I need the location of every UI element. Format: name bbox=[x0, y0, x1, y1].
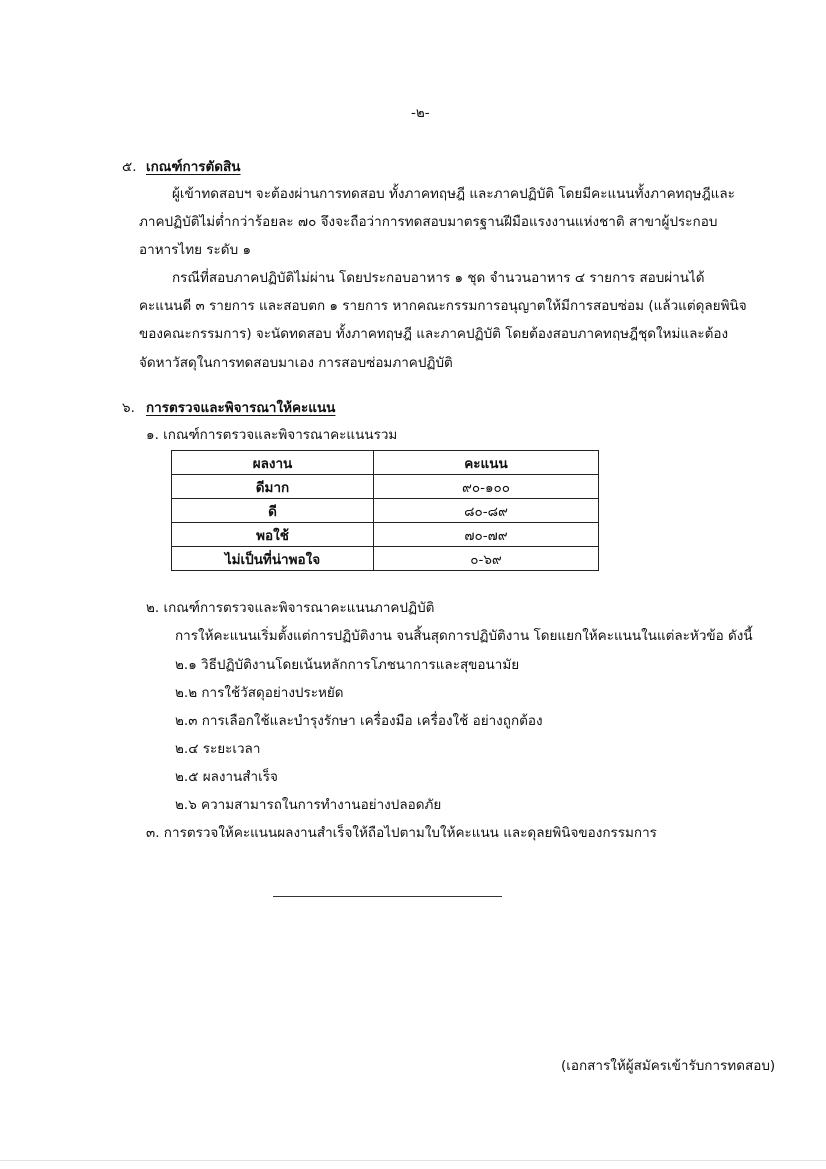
section-5-para2-line3: ของคณะกรรมการ) จะนัดทดสอบ ทั้งภาคทฤษฎี และภาคปฏิบัติ โดยต้องสอบภาคทฤษฎีชุดใหม่และต้อง bbox=[139, 326, 729, 342]
section-5-para1-line3: อาหารไทย ระดับ ๑ bbox=[139, 242, 252, 258]
header-result: ผลงาน bbox=[172, 451, 374, 475]
section-5-para2-line4: จัดหาวัสดุในการทดสอบมาเอง การสอบซ่อมภาคปฏิบัติ bbox=[139, 355, 453, 371]
table-row bbox=[172, 499, 599, 523]
section-5-para2-line2: คะแนนดี ๓ รายการ และสอบตก ๑ รายการ หากคณะกรรมการอนุญาตให้มีการสอบซ่อม (แล้วแต่ดุลยพินิจ bbox=[139, 298, 747, 314]
section-6-item-2-intro: การให้คะแนนเริ่มตั้งแต่การปฏิบัติงาน จนสิ้นสุดการปฏิบัติงาน โดยแยกให้คะแนนในแต่ละหัวข้อ ดังนี้ bbox=[175, 628, 753, 644]
table-row bbox=[172, 475, 599, 499]
row-label: พอใช้ bbox=[172, 523, 374, 547]
page-number: -๒- bbox=[411, 105, 430, 121]
table-row bbox=[172, 547, 599, 571]
section-6-title: การตรวจและพิจารณาให้คะแนน bbox=[146, 400, 336, 416]
section-5-title: เกณฑ์การตัดสิน bbox=[146, 159, 241, 175]
score-table bbox=[171, 450, 599, 571]
sub-item-2-1: ๒.๑ วิธีปฏิบัติงานโดยเน้นหลักการโภชนาการและสุขอนามัย bbox=[175, 657, 520, 673]
section-6-item-1: ๑. เกณฑ์การตรวจและพิจารณาคะแนนรวม bbox=[146, 427, 398, 443]
sub-item-2-3: ๒.๓ การเลือกใช้และบำรุงรักษา เครื่องมือ เครื่องใช้ อย่างถูกต้อง bbox=[175, 713, 543, 729]
footer-note: (เอกสารให้ผู้สมัครเข้ารับการทดสอบ) bbox=[561, 1058, 776, 1074]
divider-line bbox=[273, 896, 502, 897]
row-score: ๘๐-๘๙ bbox=[374, 499, 599, 523]
row-label: ไม่เป็นที่น่าพอใจ bbox=[172, 547, 374, 571]
section-6-number: ๖. bbox=[122, 400, 135, 416]
row-score: ๐-๖๙ bbox=[374, 547, 599, 571]
section-6-item-2: ๒. เกณฑ์การตรวจและพิจารณาคะแนนภาคปฏิบัติ bbox=[146, 600, 435, 616]
section-5-para2-line1: กรณีที่สอบภาคปฏิบัติไม่ผ่าน โดยประกอบอาหาร ๑ ชุด จำนวนอาหาร ๔ รายการ สอบผ่านได้ bbox=[172, 270, 705, 286]
page-bottom-rule bbox=[0, 1160, 826, 1161]
section-5-para1-line1: ผู้เข้าทดสอบฯ จะต้องผ่านการทดสอบ ทั้งภาคทฤษฎี และภาคปฏิบัติ โดยมีคะแนนทั้งภาคทฤษฎีและ bbox=[172, 186, 735, 202]
sub-item-2-6: ๒.๖ ความสามารถในการทำงานอย่างปลอดภัย bbox=[175, 797, 442, 813]
section-5-number: ๕. bbox=[122, 159, 137, 175]
header-score: คะแนน bbox=[374, 451, 599, 475]
section-6-item-3: ๓. การตรวจให้คะแนนผลงานสำเร็จให้ถือไปตามใบให้คะแนน และดุลยพินิจของกรรมการ bbox=[146, 825, 657, 841]
row-label: ดี bbox=[172, 499, 374, 523]
sub-item-2-2: ๒.๒ การใช้วัสดุอย่างประหยัด bbox=[175, 685, 344, 701]
row-score: ๗๐-๗๙ bbox=[374, 523, 599, 547]
row-label: ดีมาก bbox=[172, 475, 374, 499]
score-table-header-row bbox=[172, 451, 599, 475]
table-row bbox=[172, 523, 599, 547]
section-5-para1-line2: ภาคปฏิบัติไม่ต่ำกว่าร้อยละ ๗๐ จึงจะถือว่าการทดสอบมาตรฐานฝีมือแรงงานแห่งชาติ สาขาผู้ประกอบ bbox=[139, 214, 718, 230]
row-score: ๙๐-๑๐๐ bbox=[374, 475, 599, 499]
sub-item-2-4: ๒.๔ ระยะเวลา bbox=[175, 741, 261, 757]
sub-item-2-5: ๒.๕ ผลงานสำเร็จ bbox=[175, 769, 278, 785]
